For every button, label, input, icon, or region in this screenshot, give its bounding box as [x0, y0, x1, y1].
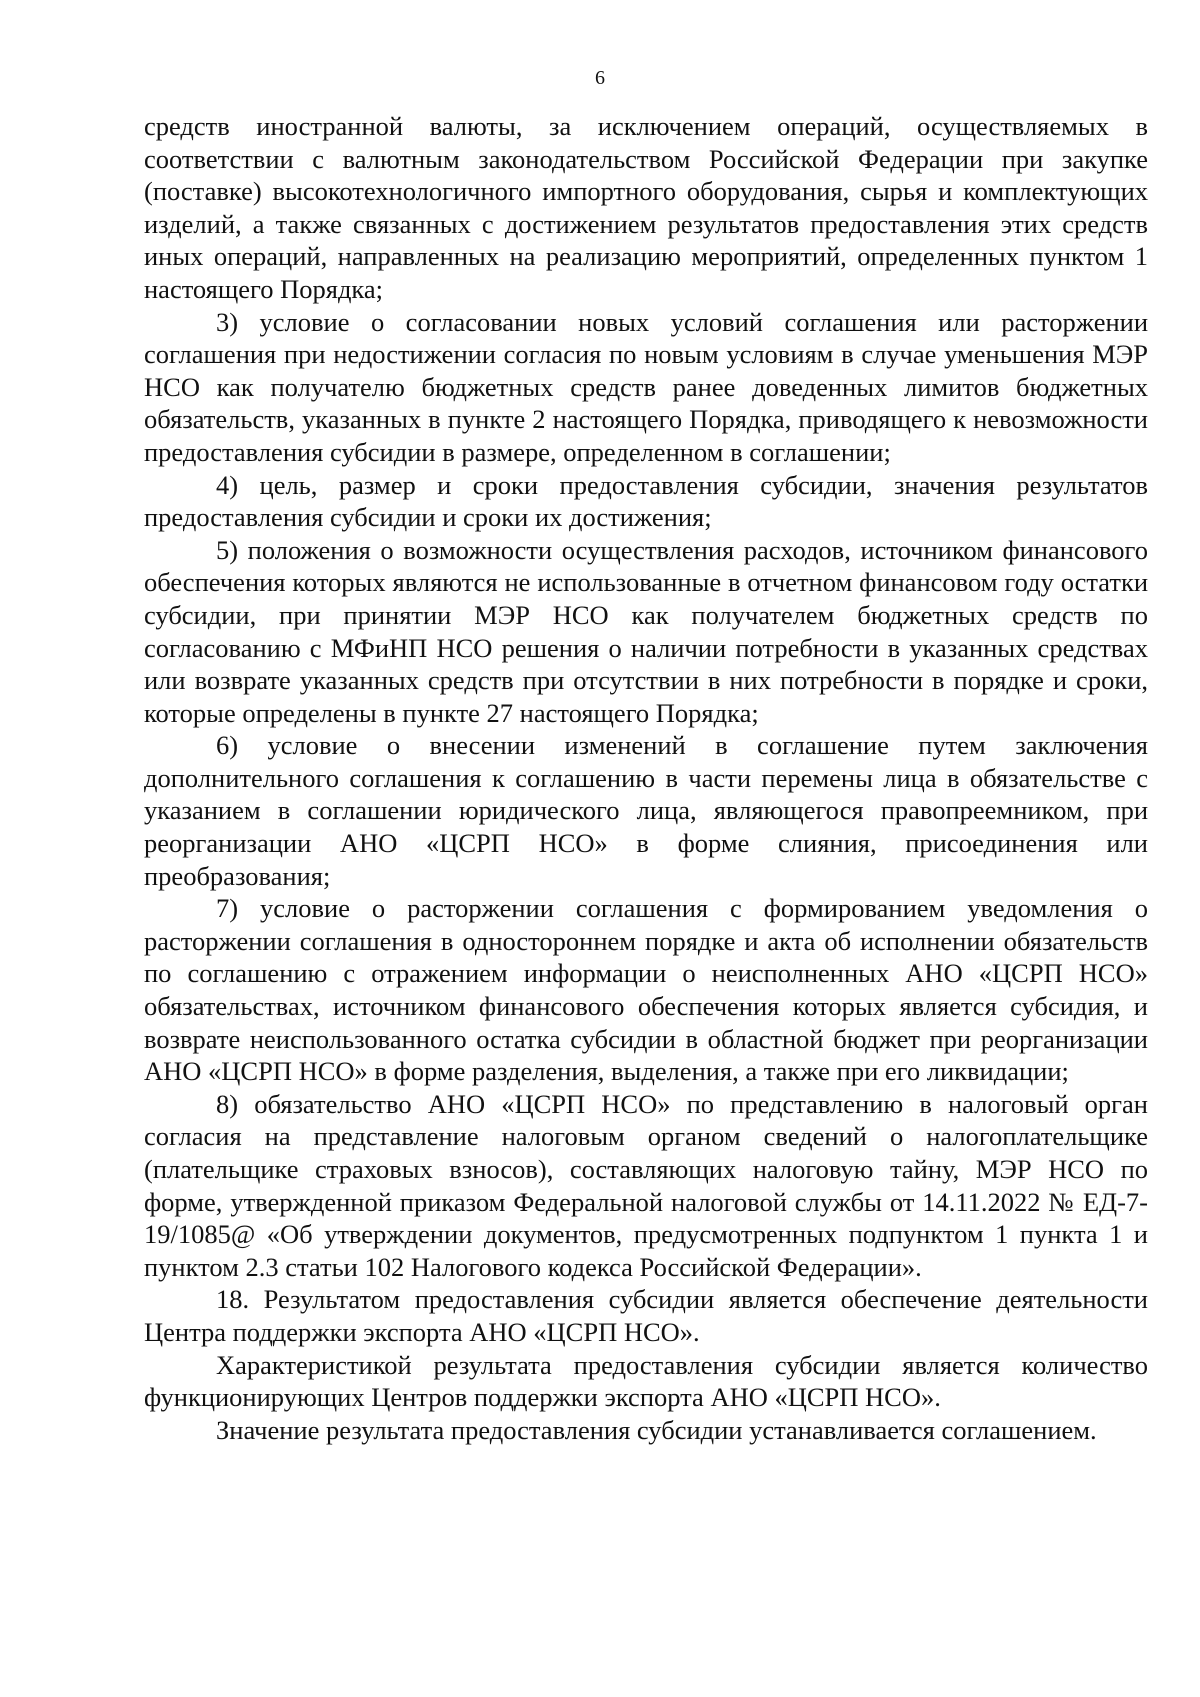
- paragraph-clause-18: 18. Результатом предоставления субсидии является обеспечение деятельности Центра поддержки экспорта АНО «ЦСРП НСО».: [144, 1284, 1148, 1347]
- paragraph-item-4: 4) цель, размер и сроки предоставления субсидии, значения результатов предоставления субсидии и сроки их достижения;: [144, 469, 1148, 533]
- paragraph-continuation: средств иностранной валюты, за исключением операций, осуществляемых в соответствии с валютным законодательством Российской Федерации при закупке (поставке) высокотехнологичного импортного оборудования, сырья и комплектующих изделий, а также связанных с достижением результатов предоставления этих средств иных операций, направленных на реализацию мероприятий, определенных пунктом 1 настоящего Порядка;: [144, 111, 1148, 304]
- paragraph-item-8: 8) обязательство АНО «ЦСРП НСО» по представлению в налоговый орган согласия на представление налоговым органом сведений о налогоплательщике (плательщике страховых взносов), составляющих налоговую тайну, МЭР НСО по форме, утвержденной приказом Федеральной налоговой службы от 14.11.2022 № ЕД-7-19/1085@ «Об утверждении документов, предусмотренных подпунктом 1 пункта 1 и пунктом 2.3 статьи 102 Налогового кодекса Российской Федерации».: [144, 1088, 1148, 1282]
- paragraph-item-7: 7) условие о расторжении соглашения с формированием уведомления о расторжении соглашения в одностороннем порядке и акта об исполнении обязательств по соглашению с отражением информации о неисполненных АНО «ЦСРП НСО» обязательствах, источником финансового обеспечения которых является субсидия, и возврате неиспользованного остатка субсидии в областной бюджет при реорганизации АНО «ЦСРП НСО» в форме разделения, выделения, а также при его ликвидации;: [144, 893, 1148, 1087]
- paragraph-item-5: 5) положения о возможности осуществления расходов, источником финансового обеспечения которых являются не использованные в отчетном финансовом году остатки субсидии, при принятии МЭР НСО как получателем бюджетных средств по согласованию с МФиНП НСО решения о наличии потребности в указанных средствах или возврате указанных средств при отсутствии в них потребности в порядке и сроки, которые определены в пункте 27 настоящего Порядка;: [144, 534, 1148, 728]
- document-body: [144, 110, 1148, 1446]
- paragraph-item-3: 3) условие о согласовании новых условий соглашения или расторжении соглашения при недостижении согласия по новым условиям в случае уменьшения МЭР НСО как получателю бюджетных средств ранее доведенных лимитов бюджетных обязательств, указанных в пункте 2 настоящего Порядка, приводящего к невозможности предоставления субсидии в размере, определенном в соглашении;: [144, 306, 1148, 467]
- paragraph-result-value: Значение результата предоставления субсидии устанавливается соглашением.: [216, 1414, 1097, 1445]
- page-number: 6: [595, 67, 605, 89]
- paragraph-item-6: 6) условие о внесении изменений в соглашение путем заключения дополнительного соглашения к соглашению в части перемены лица в обязательстве с указанием в соглашении юридического лица, являющегося правопреемником, при реорганизации АНО «ЦСРП НСО» в форме слияния, присоединения или преобразования;: [144, 730, 1148, 891]
- paragraph-result-characteristic: Характеристикой результата предоставления субсидии является количество функционирующих Центров поддержки экспорта АНО «ЦСРП НСО».: [144, 1349, 1148, 1413]
